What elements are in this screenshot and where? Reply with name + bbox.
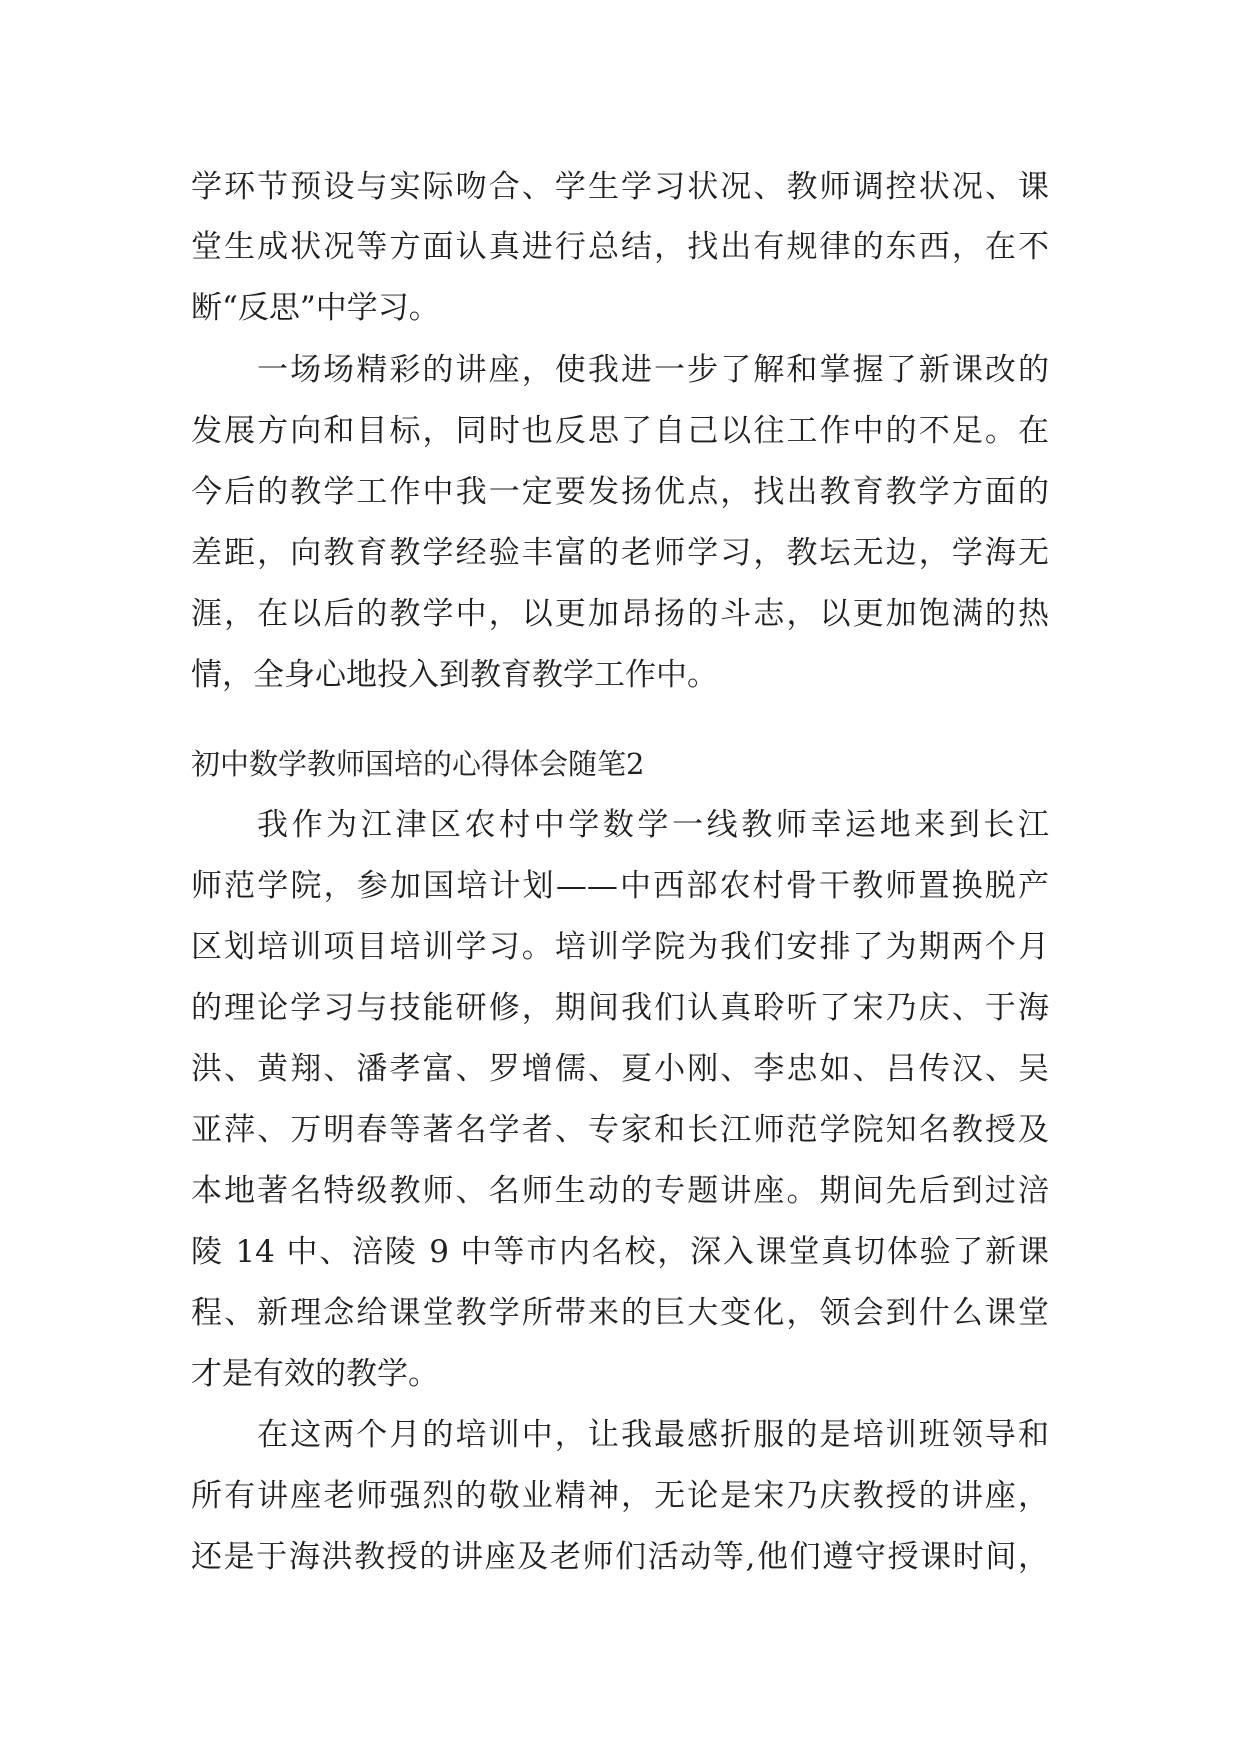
body-text-line: 本地著名特级教师、名师生动的专题讲座。期间先后到过涪 [191, 1173, 1049, 1209]
section-title: 初中数学教师国培的心得体会随笔2 [191, 747, 645, 781]
body-text-line: 一场场精彩的讲座，使我进一步了解和掌握了新课改的 [257, 352, 1049, 388]
body-text-line: 堂生成状况等方面认真进行总结，找出有规律的东西，在不 [191, 229, 1049, 265]
body-text-line: 差距，向教育教学经验丰富的老师学习，教坛无边，学海无 [191, 535, 1049, 571]
body-text-line: 情，全身心地投入到教育教学工作中。 [191, 657, 718, 693]
body-text-line: 的理论学习与技能研修，期间我们认真聆听了宋乃庆、于海 [191, 990, 1049, 1026]
body-text-line: 发展方向和目标，同时也反思了自己以往工作中的不足。在 [191, 413, 1049, 449]
body-text-line: 陵 14 中、涪陵 9 中等市内名校，深入课堂真切体验了新课 [191, 1234, 1049, 1270]
body-text-line: 亚萍、万明春等著名学者、专家和长江师范学院知名教授及 [191, 1112, 1049, 1148]
body-text-line: 程、新理念给课堂教学所带来的巨大变化，领会到什么课堂 [191, 1295, 1049, 1331]
body-text-line: 洪、黄翔、潘孝富、罗增儒、夏小刚、李忠如、吕传汉、吴 [191, 1051, 1049, 1087]
body-text-line: 区划培训项目培训学习。培训学院为我们安排了为期两个月 [191, 929, 1049, 965]
body-text-line: 学环节预设与实际吻合、学生学习状况、教师调控状况、课 [191, 169, 1049, 205]
body-text-line: 师范学院，参加国培计划——中西部农村骨干教师置换脱产 [191, 868, 1049, 904]
body-text-line: 才是有效的教学。 [191, 1356, 439, 1392]
body-text-line: 还是于海洪教授的讲座及老师们活动等,他们遵守授课时间， [191, 1539, 1049, 1575]
body-text-line: 断“反思”中学习。 [191, 290, 440, 326]
body-text-line: 在这两个月的培训中，让我最感折服的是培训班领导和 [257, 1417, 1049, 1453]
body-text-line: 今后的教学工作中我一定要发扬优点，找出教育教学方面的 [191, 474, 1049, 510]
body-text-line: 我作为江津区农村中学数学一线教师幸运地来到长江 [257, 807, 1049, 843]
body-text-line: 涯，在以后的教学中，以更加昂扬的斗志，以更加饱满的热 [191, 596, 1049, 632]
body-text-line: 所有讲座老师强烈的敬业精神，无论是宋乃庆教授的讲座， [191, 1478, 1049, 1514]
